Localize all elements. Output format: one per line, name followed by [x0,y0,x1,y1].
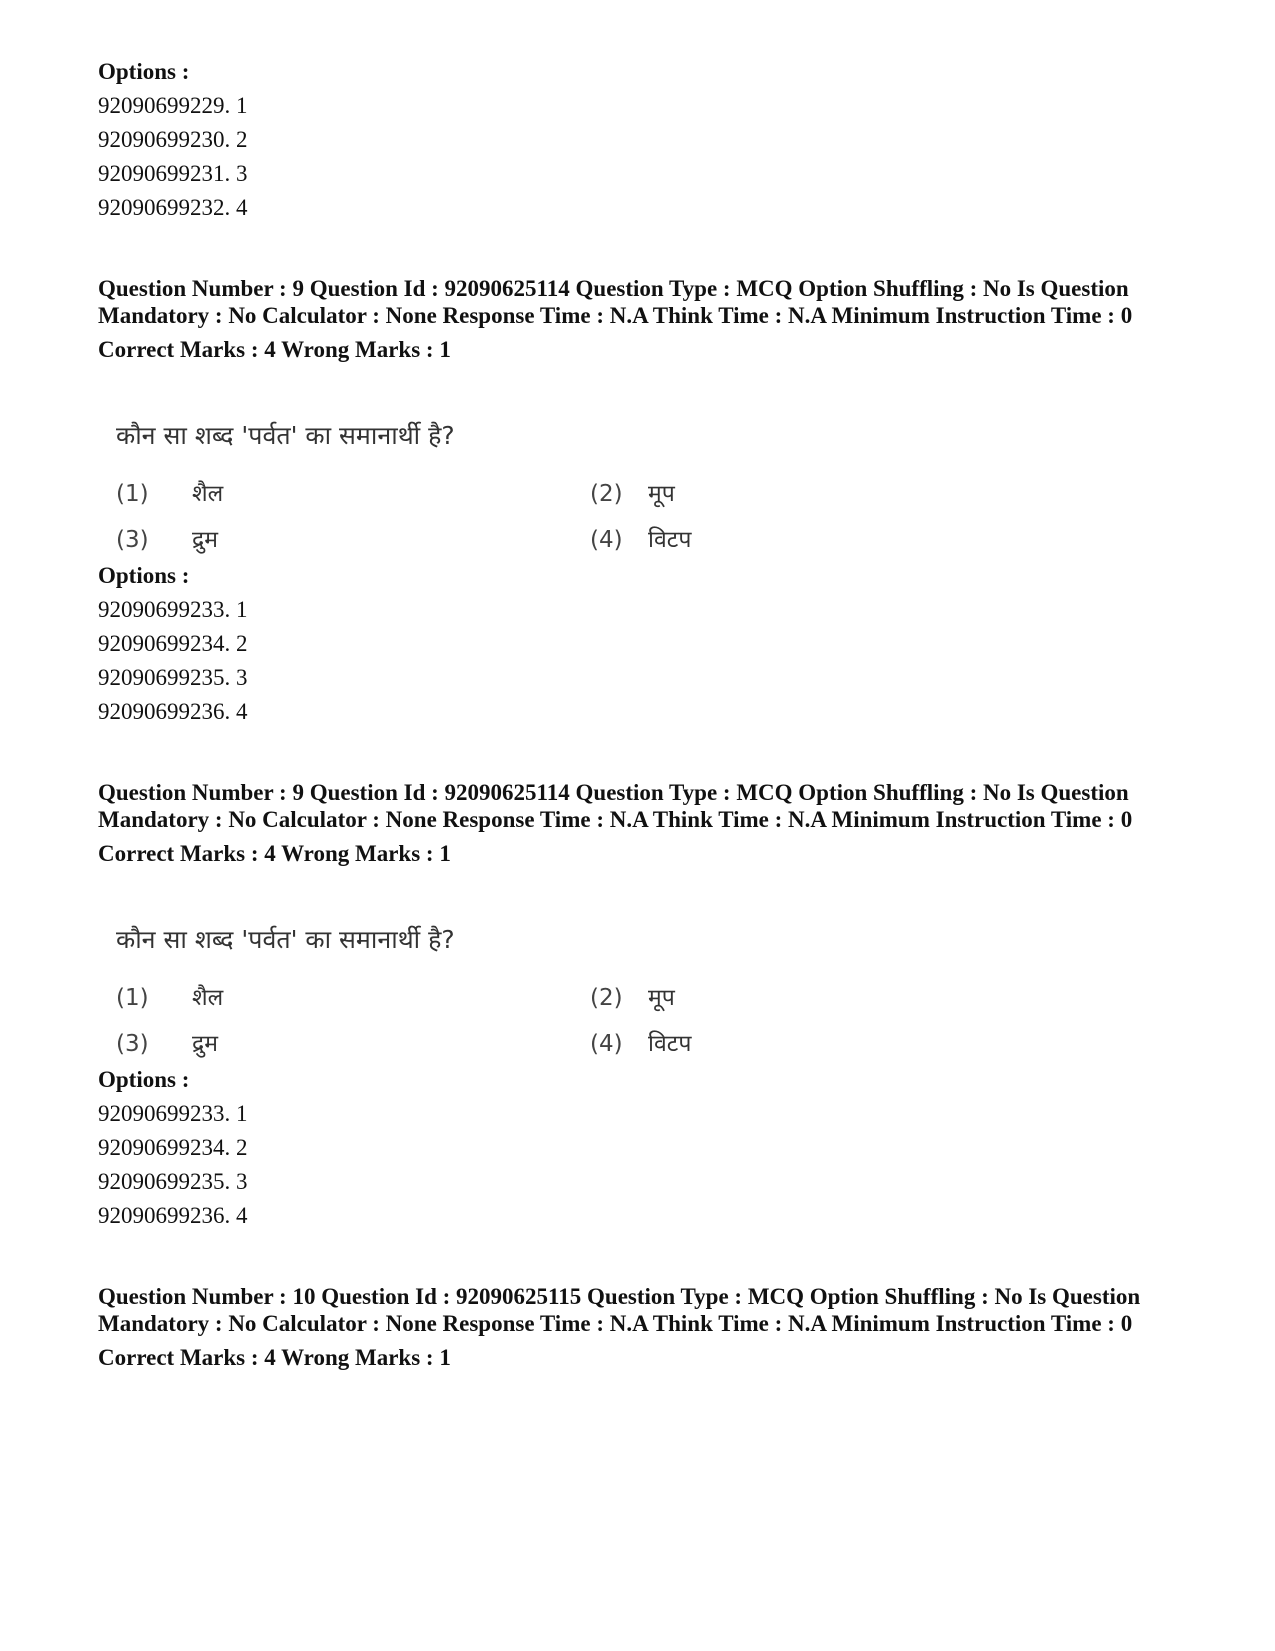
options-section-0 [98,58,1178,225]
question-meta-block [98,1283,1178,1371]
choice-number: (2) [590,481,623,507]
choice-number: (4) [590,527,623,553]
question-choice [116,980,223,1012]
choice-text: द्रुम [192,1031,218,1057]
question-choice [590,1026,691,1058]
question-image [110,418,750,568]
choice-text: शैल [192,481,224,507]
choice-text: द्रुम [192,527,218,553]
question-meta: Question Number : 9 Question Id : 92090625114 Question Type : MCQ Option Shuffling : No Is Question Mandatory : No Calculator : None Response Time : N.A Think Time : N.A Minimum Instruction Time : 0 [98,276,1133,328]
option-line: 92090699234. 2 [98,631,248,656]
question-choice [590,980,675,1012]
options-section-2 [98,1066,1178,1233]
question-marks: Correct Marks : 4 Wrong Marks : 1 [98,1345,451,1370]
question-marks: Correct Marks : 4 Wrong Marks : 1 [98,841,451,866]
choice-text: मूप [648,481,675,507]
option-line: 92090699235. 3 [98,1169,248,1194]
option-line: 92090699230. 2 [98,127,248,152]
choice-text: विटप [648,1031,692,1057]
options-heading: Options : [98,1067,190,1092]
choice-number: (3) [116,1031,149,1057]
option-line: 92090699229. 1 [98,93,248,118]
question-choice [116,476,223,508]
question-meta-block [98,779,1178,867]
question-choice [116,1026,218,1058]
question-meta: Question Number : 10 Question Id : 92090625115 Question Type : MCQ Option Shuffling : No Is Question Mandatory : No Calculator : None Response Time : N.A Think Time : N.A Minimum Instruction Time : 0 [98,1284,1141,1336]
question-marks: Correct Marks : 4 Wrong Marks : 1 [98,337,451,362]
option-line: 92090699233. 1 [98,1101,248,1126]
options-section-1 [98,562,1178,729]
option-line: 92090699233. 1 [98,597,248,622]
choice-number: (4) [590,1031,623,1057]
question-text: कौन सा शब्द 'पर्वत' का समानार्थी है? [116,925,455,954]
question-choice [590,522,691,554]
question-choice [590,476,675,508]
choice-text: विटप [648,527,692,553]
options-heading: Options : [98,563,190,588]
question-meta: Question Number : 9 Question Id : 92090625114 Question Type : MCQ Option Shuffling : No Is Question Mandatory : No Calculator : None Response Time : N.A Think Time : N.A Minimum Instruction Time : 0 [98,780,1133,832]
question-choice [116,522,218,554]
option-line: 92090699231. 3 [98,161,248,186]
question-text: कौन सा शब्द 'पर्वत' का समानार्थी है? [116,421,455,450]
choice-number: (2) [590,985,623,1011]
option-line: 92090699234. 2 [98,1135,248,1160]
option-line: 92090699236. 4 [98,699,248,724]
choice-text: मूप [648,985,675,1011]
choice-number: (1) [116,481,149,507]
option-line: 92090699236. 4 [98,1203,248,1228]
choice-number: (1) [116,985,149,1011]
option-line: 92090699232. 4 [98,195,248,220]
options-heading: Options : [98,59,190,84]
choice-number: (3) [116,527,149,553]
option-line: 92090699235. 3 [98,665,248,690]
choice-text: शैल [192,985,224,1011]
question-image [110,922,750,1072]
question-meta-block [98,275,1178,363]
